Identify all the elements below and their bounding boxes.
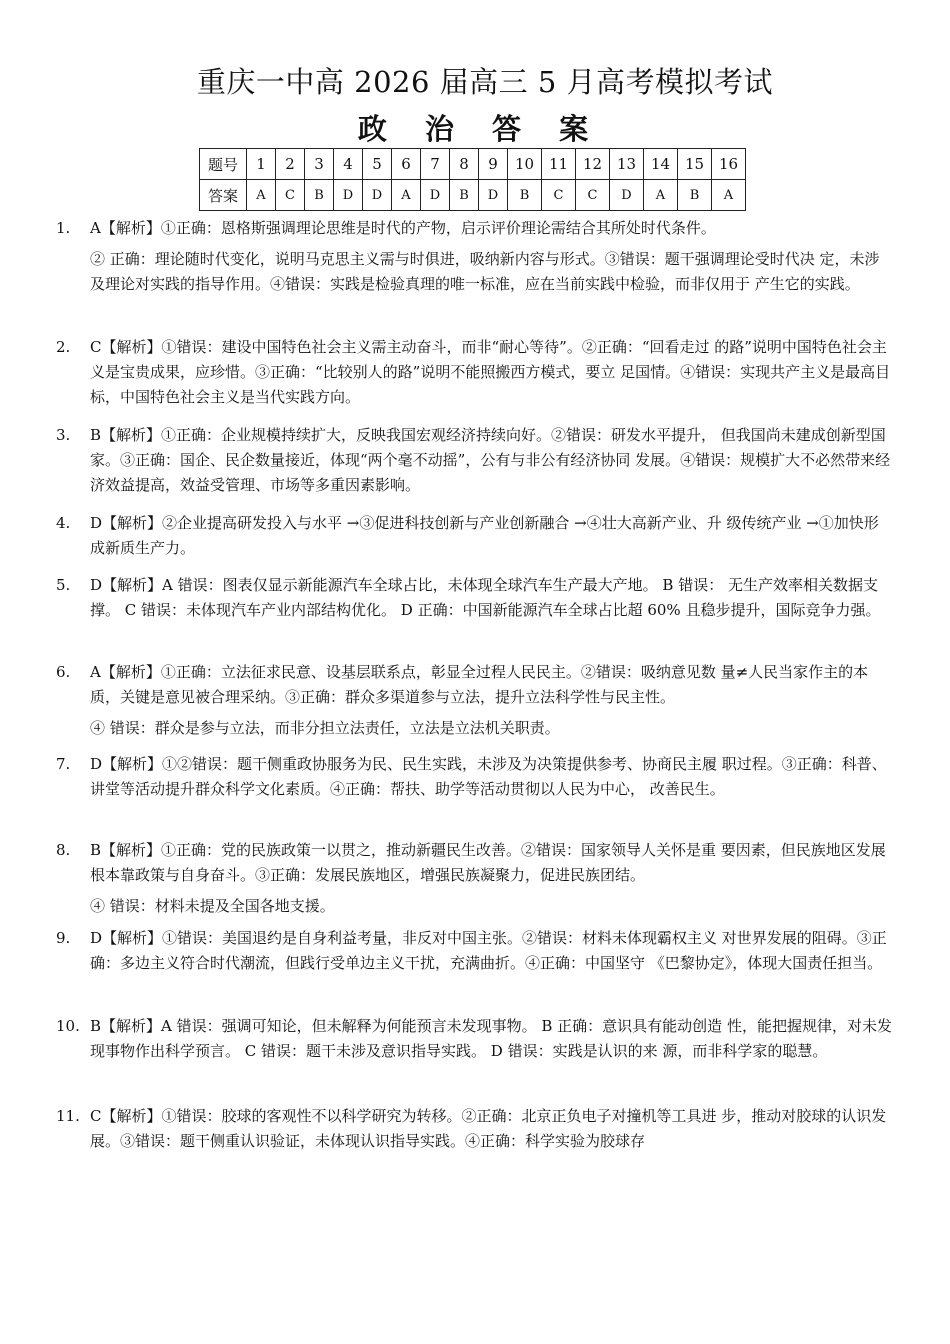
answer-row-label: 答案 (200, 180, 247, 211)
question-number-cell: 13 (610, 149, 644, 180)
explanation-paragraph: C【解析】①错误：胶球的客观性不以科学研究为转移。②正确：北京正负电子对撞机等工具进 步，推动对胶球的认识发展。③错误：题干侧重认识验证，未体现认识指导实践。④正确：科学实验为胶球存 (90, 1107, 887, 1150)
number-row-label: 题号 (200, 149, 247, 180)
question-number-cell: 9 (479, 149, 508, 180)
explanation-item (56, 926, 892, 982)
item-number: 11. (56, 1107, 80, 1125)
answer-cell: A (247, 180, 276, 211)
question-number-cell: 8 (450, 149, 479, 180)
answer-cell: A (392, 180, 421, 211)
explanation-item (56, 660, 892, 747)
explanation-item (56, 838, 892, 925)
explanation-item (56, 752, 892, 808)
answer-cell: A (644, 180, 678, 211)
item-number: 10. (56, 1017, 80, 1035)
question-number-cell: 1 (247, 149, 276, 180)
explanation-item (56, 1014, 892, 1070)
explanation-paragraph: D【解析】②企业提高研发投入与水平 →③促进科技创新与产业创新融合 →④壮大高新产业、升 级传统产业 →①加快形成新质生产力。 (90, 514, 879, 557)
question-number-cell: 4 (334, 149, 363, 180)
item-number: 3. (56, 426, 71, 444)
answer-cell: C (576, 180, 610, 211)
explanation-paragraph: ④ 错误：材料未提及全国各地支援。 (90, 897, 335, 915)
answer-cell: D (421, 180, 450, 211)
question-number-cell: 5 (363, 149, 392, 180)
explanation-paragraph: ④ 错误：群众是参与立法，而非分担立法责任，立法是立法机关职责。 (90, 719, 560, 737)
explanation-paragraph: A【解析】①正确：恩格斯强调理论思维是时代的产物，启示评价理论需结合其所处时代条件。 (90, 219, 716, 237)
question-number-cell: 14 (644, 149, 678, 180)
explanation-item (56, 216, 892, 303)
answer-cell: B (450, 180, 479, 211)
question-number-cell: 10 (508, 149, 542, 180)
item-number: 4. (56, 514, 71, 532)
answer-cell: C (542, 180, 576, 211)
answer-cell: D (479, 180, 508, 211)
explanation-paragraph: ② 正确：理论随时代变化，说明马克思主义需与时俱进，吸纳新内容与形式。③错误：题干强调理论受时代决 定，未涉及理论对实践的指导作用。④错误：实践是检验真理的唯一标准，应在当前实践中检验，而非仅用于 产生它的实践。 (90, 250, 880, 293)
explanation-item (56, 335, 892, 416)
explanation-item (56, 1104, 892, 1160)
item-number: 6. (56, 663, 71, 681)
item-number: 8. (56, 841, 71, 859)
answer-cell: C (276, 180, 305, 211)
item-number: 1. (56, 219, 71, 237)
question-number-cell: 12 (576, 149, 610, 180)
explanation-paragraph: B【解析】A 错误：强调可知论，但未解释为何能预言未发现事物。 B 正确：意识具有能动创造 性，能把握规律，对未发现事物作出科学预言。 C 错误：题干未涉及意识指导实践。 D 错误：实践是认识的来 源，而非科学家的聪慧。 (90, 1017, 892, 1060)
item-number: 2. (56, 338, 71, 356)
answer-cell: D (334, 180, 363, 211)
answer-cell: B (508, 180, 542, 211)
explanation-item (56, 511, 892, 567)
question-number-cell: 7 (421, 149, 450, 180)
item-number: 9. (56, 929, 71, 947)
question-number-cell: 3 (305, 149, 334, 180)
question-number-cell: 16 (712, 149, 746, 180)
question-number-cell: 6 (392, 149, 421, 180)
explanation-item (56, 573, 892, 629)
question-number-cell: 2 (276, 149, 305, 180)
answer-cell: D (363, 180, 392, 211)
page-subtitle: 政 治 答 案 (357, 112, 603, 146)
explanation-paragraph: D【解析】A 错误：图表仅显示新能源汽车全球占比，未体现全球汽车生产最大产地。 B 错误： 无生产效率相关数据支撑。 C 错误：未体现汽车产业内部结构优化。 D 正确：中国新能源汽车全球占比超 60% 且稳步提升，国际竞争力强。 (90, 576, 881, 619)
answer-cell: D (610, 180, 644, 211)
answer-table-answer-row (200, 180, 746, 211)
explanation-paragraph: C【解析】①错误：建设中国特色社会主义需主动奋斗，而非“耐心等待”。②正确：“回看走过 的路”说明中国特色社会主义是宝贵成果，应珍惜。③正确：“比较别人的路”说明不能照搬西方模式，要立 足国情。④错误：实现共产主义是最高目标，中国特色社会主义是当代实践方向。 (90, 338, 891, 406)
explanation-paragraph: D【解析】①②错误：题干侧重政协服务为民、民生实践，未涉及为决策提供参考、协商民主履 职过程。③正确：科普、讲堂等活动提升群众科学文化素质。④正确：帮扶、助学等活动贯彻以人民为中心， 改善民生。 (90, 755, 887, 798)
explanation-item (56, 423, 892, 504)
explanation-paragraph: D【解析】①错误：美国退约是自身利益考量，非反对中国主张。②错误：材料未体现霸权主义 对世界发展的阻碍。③正确：多边主义符合时代潮流，但践行受单边主义干扰，充满曲折。④正确：中国坚守 《巴黎协定》，体现大国责任担当。 (90, 929, 887, 972)
question-number-cell: 15 (678, 149, 712, 180)
explanation-paragraph: B【解析】①正确：党的民族政策一以贯之，推动新疆民生改善。②错误：国家领导人关怀是重 要因素，但民族地区发展根本靠政策与自身奋斗。③正确：发展民族地区，增强民族凝聚力，促进民族团结。 (90, 841, 886, 884)
item-number: 7. (56, 755, 71, 773)
answer-table (199, 148, 746, 211)
item-number: 5. (56, 576, 71, 594)
answer-cell: A (712, 180, 746, 211)
explanation-paragraph: B【解析】①正确：企业规模持续扩大，反映我国宏观经济持续向好。②错误：研发水平提升， 但我国尚未建成创新型国家。③正确：国企、民企数量接近，体现“两个毫不动摇”，公有与非公有经济协同 发展。④错误：规模扩大不必然带来经济效益提高，效益受管理、市场等多重因素影响。 (90, 426, 891, 494)
answer-cell: B (305, 180, 334, 211)
page-title: 重庆一中高 2026 届高三 5 月高考模拟考试 (196, 65, 774, 99)
explanation-paragraph: A【解析】①正确：立法征求民意、设基层联系点，彰显全过程人民民主。②错误：吸纳意见数 量≠人民当家作主的本质，关键是意见被合理采纳。③正确：群众多渠道参与立法，提升立法科学性与民主性。 (90, 663, 869, 706)
question-number-cell: 11 (542, 149, 576, 180)
answer-table-number-row (200, 149, 746, 180)
answer-cell: B (678, 180, 712, 211)
